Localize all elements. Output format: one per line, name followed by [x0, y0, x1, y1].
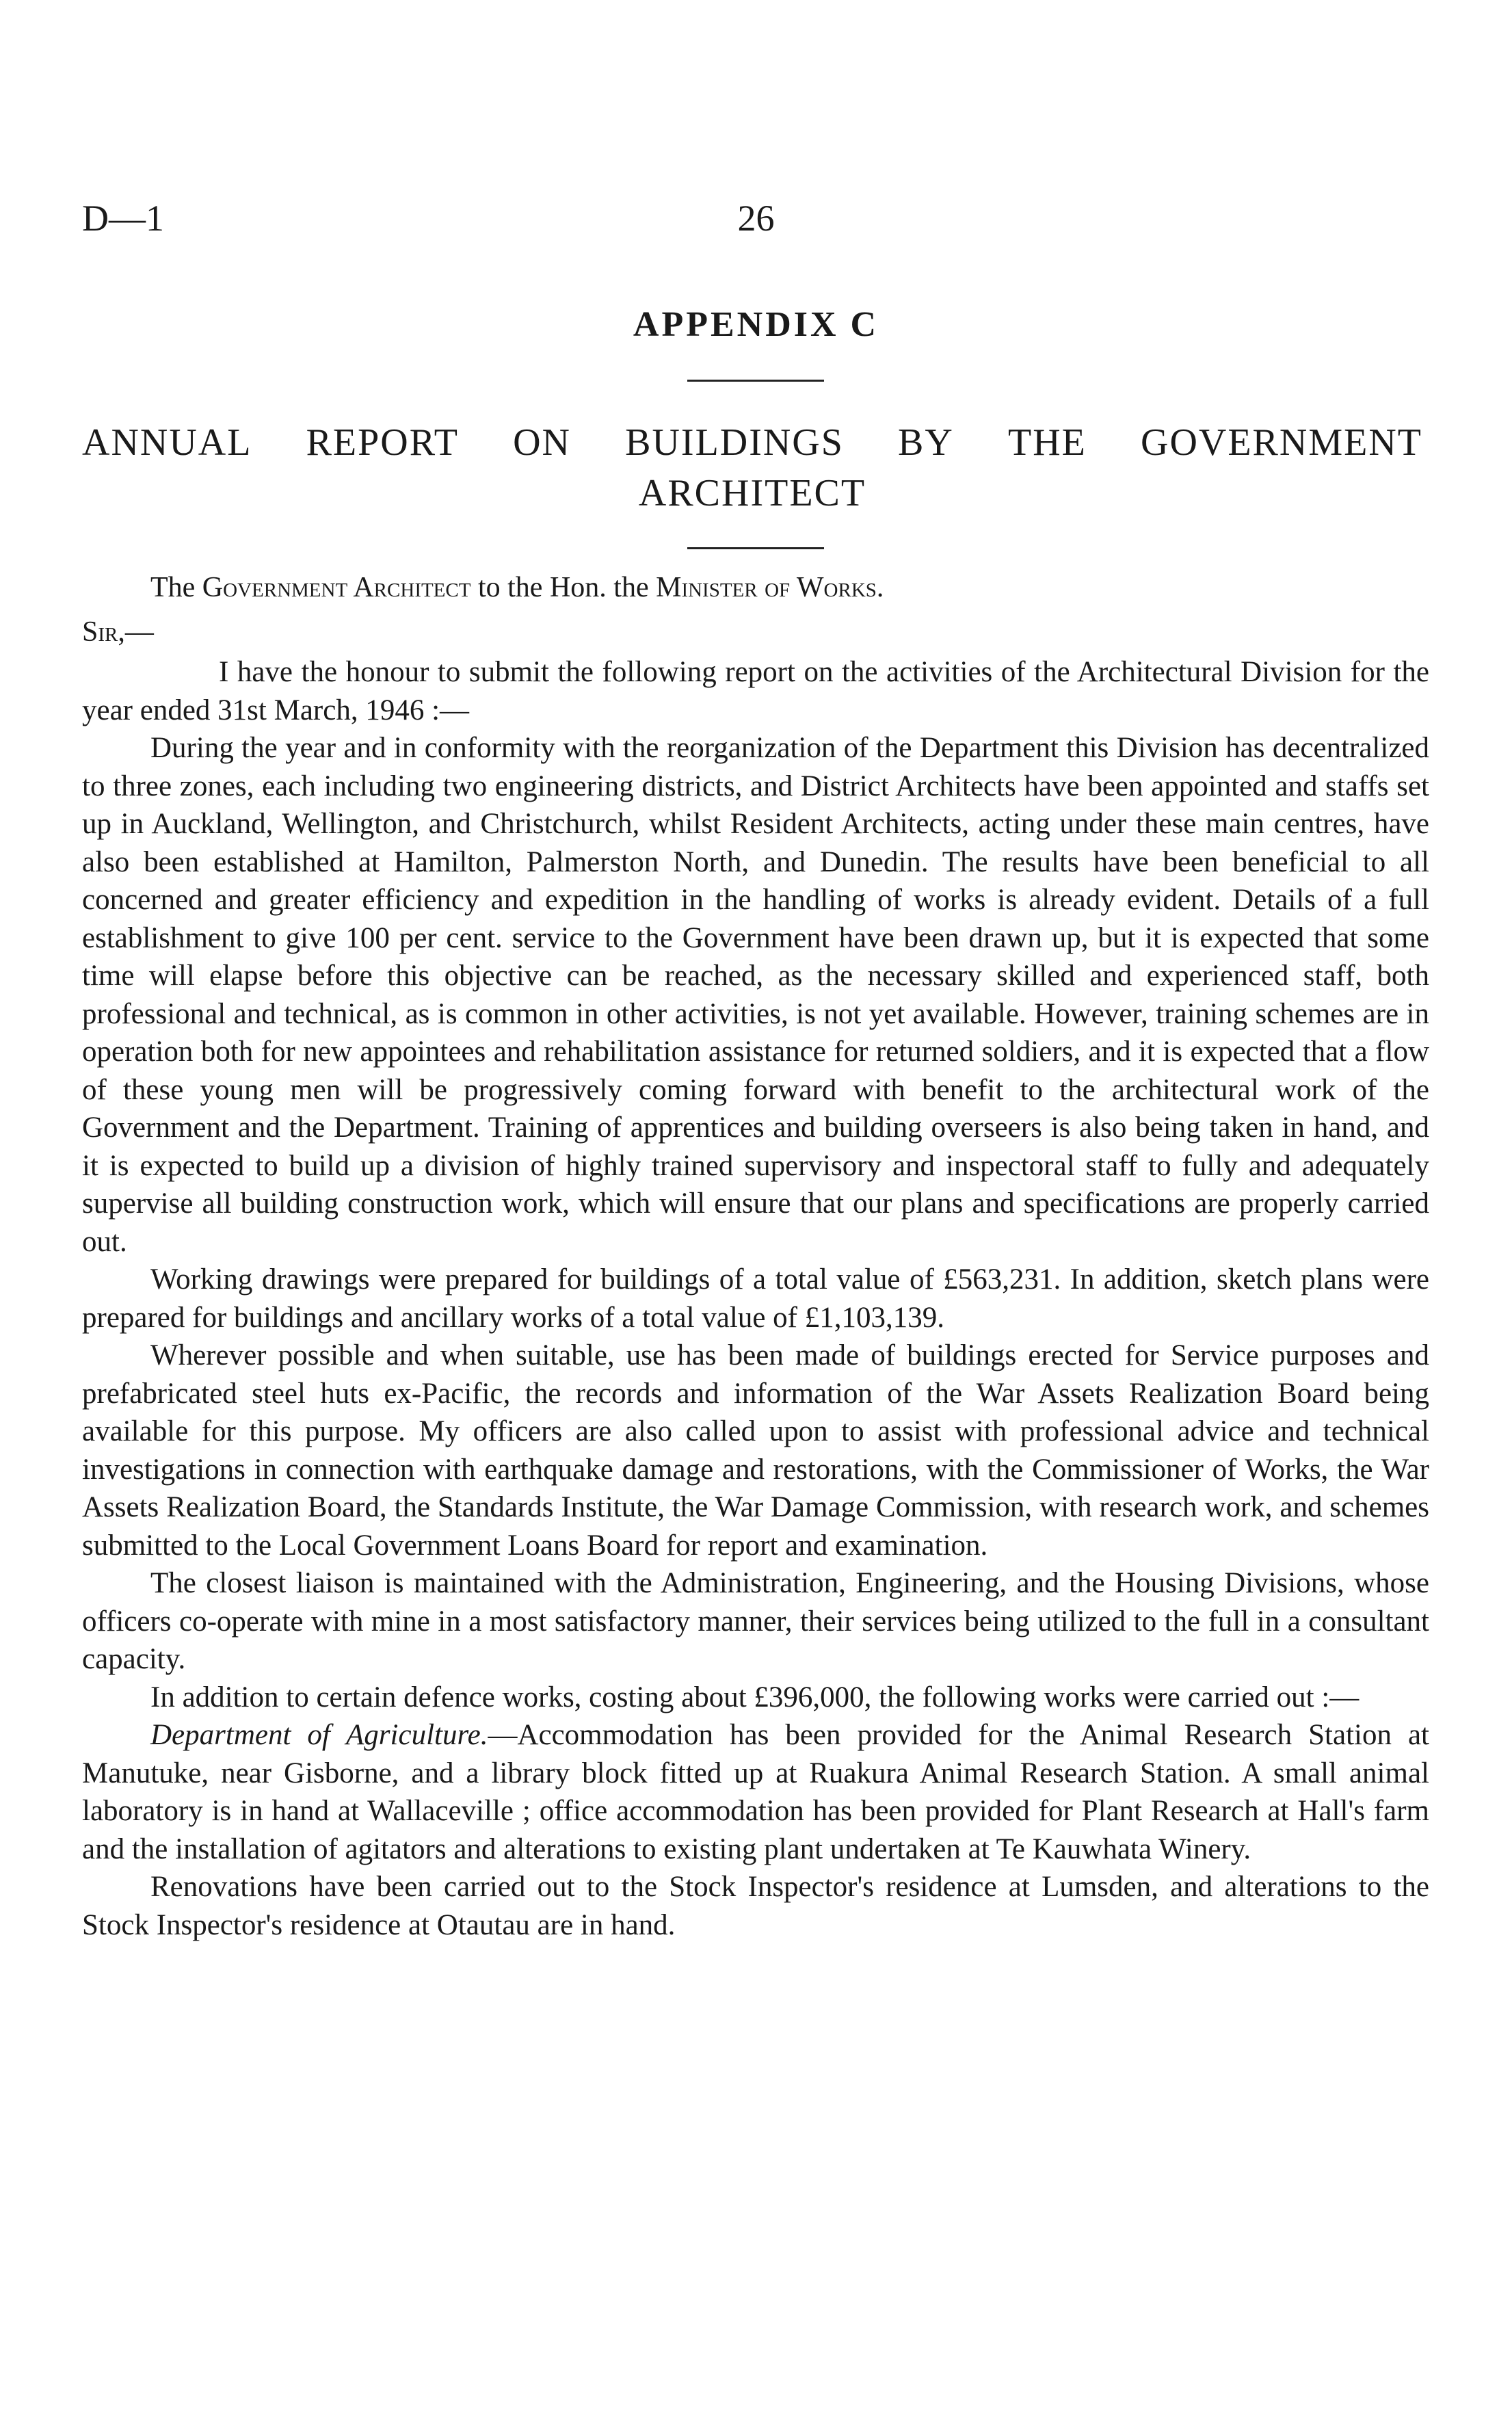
- paragraph: Wherever possible and when suitable, use has been made of buildings erected for Service purposes and prefabricated steel huts ex-Pacific, the records and information of the War Assets Realization Board being available for this purpose. My officers are also called upon to assist with professional advice and technical investigations in connection with earthquake damage and restorations, with the Commissioner of Works, the War Assets Realization Board, the Standards Institute, the War Damage Commission, with research work, and schemes submitted to the Local Government Loans Board for report and examination.: [82, 1339, 1429, 1562]
- title-word: BUILDINGS: [625, 421, 844, 464]
- page-number: 26: [737, 198, 775, 239]
- document-reference: D—1: [82, 198, 164, 239]
- paragraph: Renovations have been carried out to the Stock Inspector's residence at Lumsden, and alterations to the Stock Inspector's residence at Otautau are in hand.: [82, 1871, 1429, 1941]
- title-word: GOVERNMENT: [1141, 421, 1422, 464]
- title-line-1: [82, 417, 1422, 468]
- title-word: ANNUAL: [82, 421, 252, 464]
- appendix-label: APPENDIX C: [633, 305, 879, 344]
- address-from: Government Architect: [202, 572, 471, 603]
- paragraph: Working drawings were prepared for buildings of a total value of £563,231. In addition, sketch plans were prepared for buildings and ancillary works of a total value of £1,103,139.: [82, 1263, 1429, 1334]
- title-word: REPORT: [306, 421, 459, 464]
- title-word: ON: [513, 421, 571, 464]
- paragraph: In addition to certain defence works, costing about £396,000, the following works were carried out :—: [150, 1681, 1360, 1713]
- title-word: THE: [1008, 421, 1087, 464]
- report-title: [82, 417, 1422, 518]
- address-middle: to the Hon. the: [477, 572, 649, 603]
- paragraph: The closest liaison is maintained with the Administration, Engineering, and the Housing Divisions, whose officers co-operate with mine in a most satisfactory manner, their services being utilized to the full in a consultant capacity.: [82, 1567, 1429, 1675]
- address-prefix: The: [150, 572, 196, 603]
- address-to: Minister of Works.: [656, 572, 884, 603]
- greeting: Sir,—: [82, 616, 154, 648]
- section-heading: Department of Agriculture.: [150, 1719, 488, 1751]
- section-text: —Accommodation has been provided for the Animal Research Station at Manutuke, near Gisborne, and a library block fitted up at Ruakura Animal Research Station. A small animal laboratory is in hand at Wallaceville ; office accommodation has been provided for Plant Research at Hall's farm and the installation of agitators and alterations to existing plant undertaken at Te Kauwhata Winery.: [82, 1719, 1429, 1865]
- title-word: BY: [898, 421, 954, 464]
- paragraph: During the year and in conformity with the reorganization of the Department this Division has decentralized to three zones, each including two engineering districts, and District Architects have been appointed and staffs set up in Auckland, Wellington, and Christchurch, whilst Resident Architects, acting under these main centres, have also been established at Hamilton, Palmerston North, and Dunedin. The results have been beneficial to all concerned and greater efficiency and expedition in the handling of works is already evident. Details of a full establishment to give 100 per cent. service to the Government have been drawn up, but it is expected that some time will elapse before this objective can be reached, as the necessary skilled and experienced staff, both professional and technical, as is common in other activities, is not yet available. However, training schemes are in operation both for new appointees and rehabilitation assistance for returned soldiers, and it is expected that a flow of these young men will be progressively coming forward with benefit to the architectural work of the Government and the Department. Training of apprentices and building overseers is also being taken in hand, and it is expected to build up a division of highly trained supervisory and inspectoral staff to fully and adequately supervise all building construction work, which will ensure that our plans and specifications are properly carried out.: [82, 732, 1429, 1258]
- paragraph: I have the honour to submit the following report on the activities of the Architectural Division for the year ended 31st March, 1946 :—: [82, 656, 1429, 726]
- title-line-2: ARCHITECT: [638, 472, 866, 514]
- divider-rule: [687, 380, 824, 382]
- page-header: [0, 197, 1512, 245]
- divider-rule: [687, 547, 824, 549]
- report-body: [82, 653, 1429, 1944]
- paragraph-agriculture: [82, 1716, 1429, 1868]
- address-line: [150, 571, 884, 604]
